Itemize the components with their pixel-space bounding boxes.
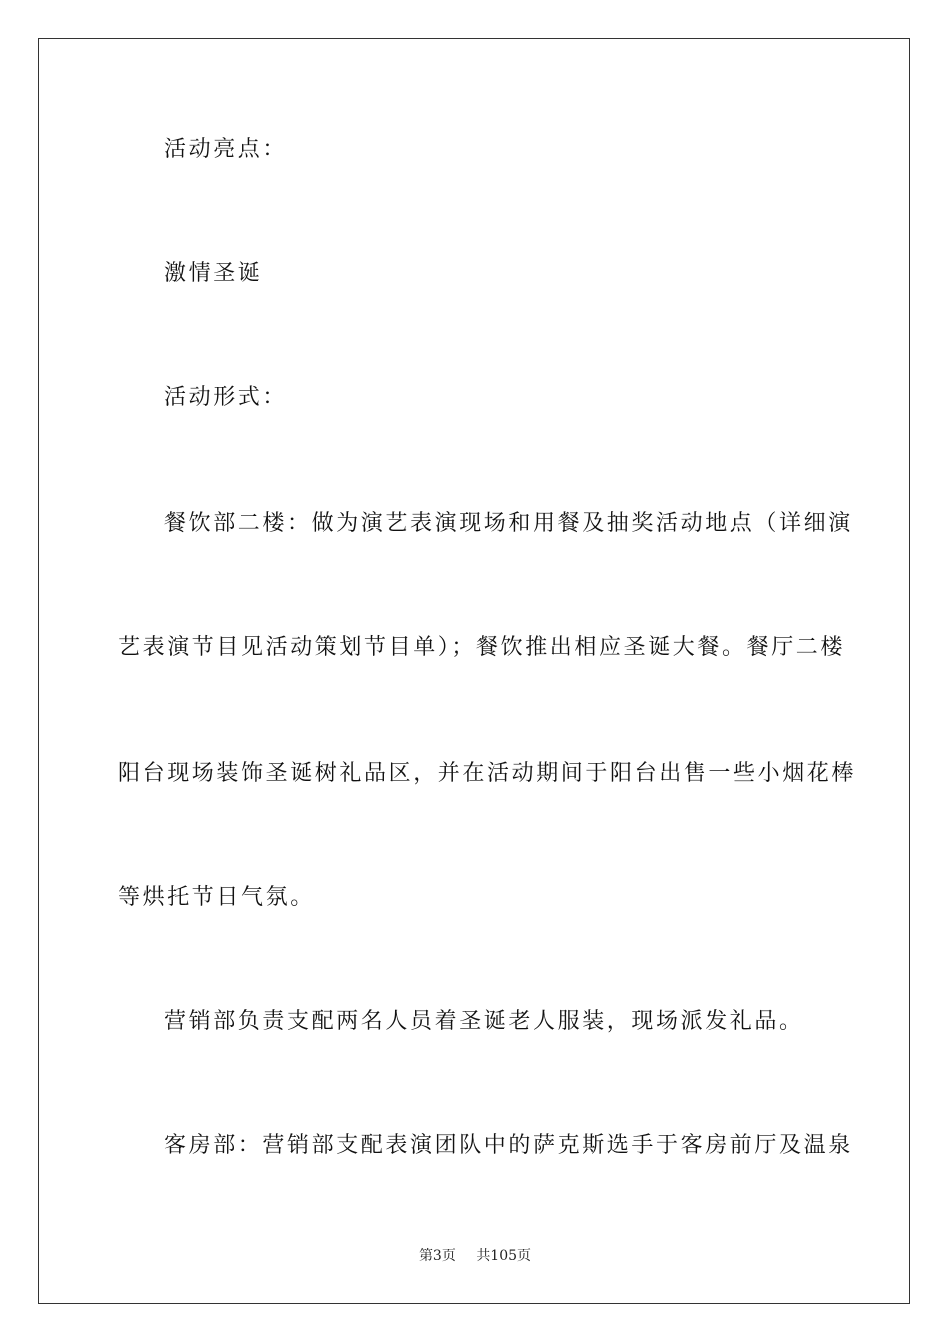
paragraph-dining-line-3: 阳台现场装饰圣诞树礼品区，并在活动期间于阳台出售一些小烟花棒 — [118, 761, 857, 786]
heading-activity-format: 活动形式： — [164, 385, 288, 410]
paragraph-dining-line-1: 餐饮部二楼：做为演艺表演现场和用餐及抽奖活动地点（详细演 — [164, 511, 853, 536]
page-border — [38, 38, 910, 1304]
paragraph-marketing: 营销部负责支配两名人员着圣诞老人服装，现场派发礼品。 — [164, 1009, 804, 1034]
text-highlight-theme: 激情圣诞 — [164, 261, 263, 286]
paragraph-dining-line-4: 等烘托节日气氛。 — [118, 885, 315, 910]
paragraph-housekeeping-line-1: 客房部：营销部支配表演团队中的萨克斯选手于客房前厅及温泉 — [164, 1133, 853, 1158]
page-total: 共105页 — [476, 1248, 532, 1264]
paragraph-dining-line-2: 艺表演节目见活动策划节目单）；餐饮推出相应圣诞大餐。餐厅二楼 — [118, 635, 846, 660]
page-number: 第3页 — [418, 1248, 456, 1264]
heading-activity-highlights: 活动亮点： — [164, 137, 288, 162]
page-footer — [0, 1247, 950, 1265]
